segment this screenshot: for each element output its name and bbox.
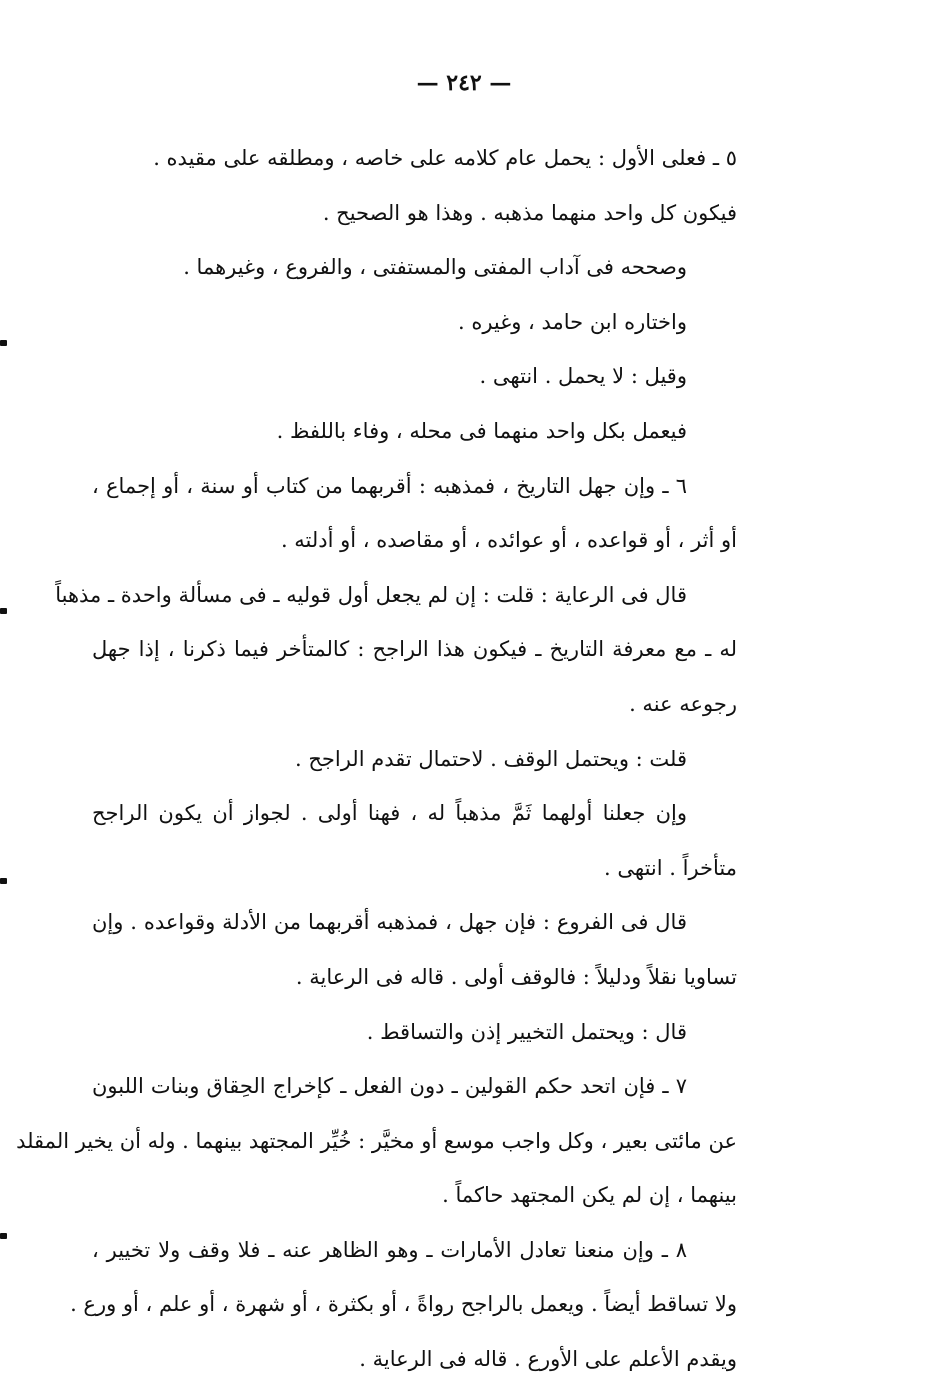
text-line: فيعمل بكل واحد منهما فى محله ، وفاء باللفظ . (276, 418, 687, 443)
margin-mark (0, 340, 7, 346)
text-line: ٧ ـ فإن اتحد حكم القولين ـ دون الفعل ـ كإخراج الحِقاق وبنات اللبون (92, 1074, 687, 1099)
text-line: أو أثر ، أو قواعده ، أو عوائده ، أو مقاصده ، أو أدلته . (280, 528, 737, 553)
text-line: ٦ ـ وإن جهل التاريخ ، فمذهبه : أقربهما من كتاب أو سنة ، أو إجماع ، (92, 473, 687, 498)
text-line: وصححه فى آداب المفتى والمستفتى ، والفروع ، وغيرهما . (183, 255, 687, 280)
text-line: ويقدم الأعلم على الأورع . قاله فى الرعاية . (359, 1347, 737, 1372)
text-line: قال : ويحتمل التخيير إذن والتساقط . (366, 1019, 687, 1044)
text-line: تساويا نقلاً ودليلاً : فالوقف أولى . قاله فى الرعاية . (295, 964, 737, 989)
page-body (16, 138, 737, 1394)
text-line: ٨ ـ وإن منعنا تعادل الأمارات ـ وهو الظاهر عنه ـ فلا وقف ولا تخيير ، (92, 1237, 687, 1262)
text-line: ولا تساقط أيضاً . ويعمل بالراجح رواةً ، أو بكثرة ، أو شهرة ، أو علم ، أو ورع . (70, 1292, 737, 1317)
text-line: قلت : ويحتمل الوقف . لاحتمال تقدم الراجح . (295, 746, 687, 771)
text-line: له ـ مع معرفة التاريخ ـ فيكون هذا الراجح : كالمتأخر فيما ذكرنا ، إذا جهل (92, 637, 737, 662)
margin-mark (0, 878, 7, 884)
text-line: بينهما ، إن لم يكن المجتهد حاكماً . (442, 1183, 737, 1208)
text-line: عن مائتى بعير ، وكل واجب موسع أو مخيَّر : خُيِّر المجتهد بينهما . وله أن يخير المقلد (16, 1128, 737, 1153)
text-line: متأخراً . انتهى . (604, 855, 737, 880)
text-line: رجوعه عنه . (629, 691, 737, 716)
text-line: وقيل : لا يحمل . انتهى . (479, 364, 687, 389)
page-number: — ٢٤٢ — (416, 70, 512, 96)
text-line: وإن جعلنا أولهما ثَمَّ مذهباً له ، فهنا أولى . لجواز أن يكون الراجح (92, 801, 687, 826)
text-line: قال فى الفروع : فإن جهل ، فمذهبه أقربهما من الأدلة وقواعده . وإن (92, 910, 687, 935)
text-line: قال فى الرعاية : قلت : إن لم يجعل أول قوليه ـ فى مسألة واحدة ـ مذهباً (55, 582, 687, 607)
text-line: ٥ ـ فعلى الأول : يحمل عام كلامه على خاصه ، ومطلقه على مقيده . (153, 146, 737, 170)
text-line: فيكون كل واحد منهما مذهبه . وهذا هو الصحيح . (322, 200, 737, 225)
text-line: واختاره ابن حامد ، وغيره . (457, 309, 687, 334)
margin-mark (0, 1233, 7, 1239)
margin-mark (0, 608, 7, 614)
